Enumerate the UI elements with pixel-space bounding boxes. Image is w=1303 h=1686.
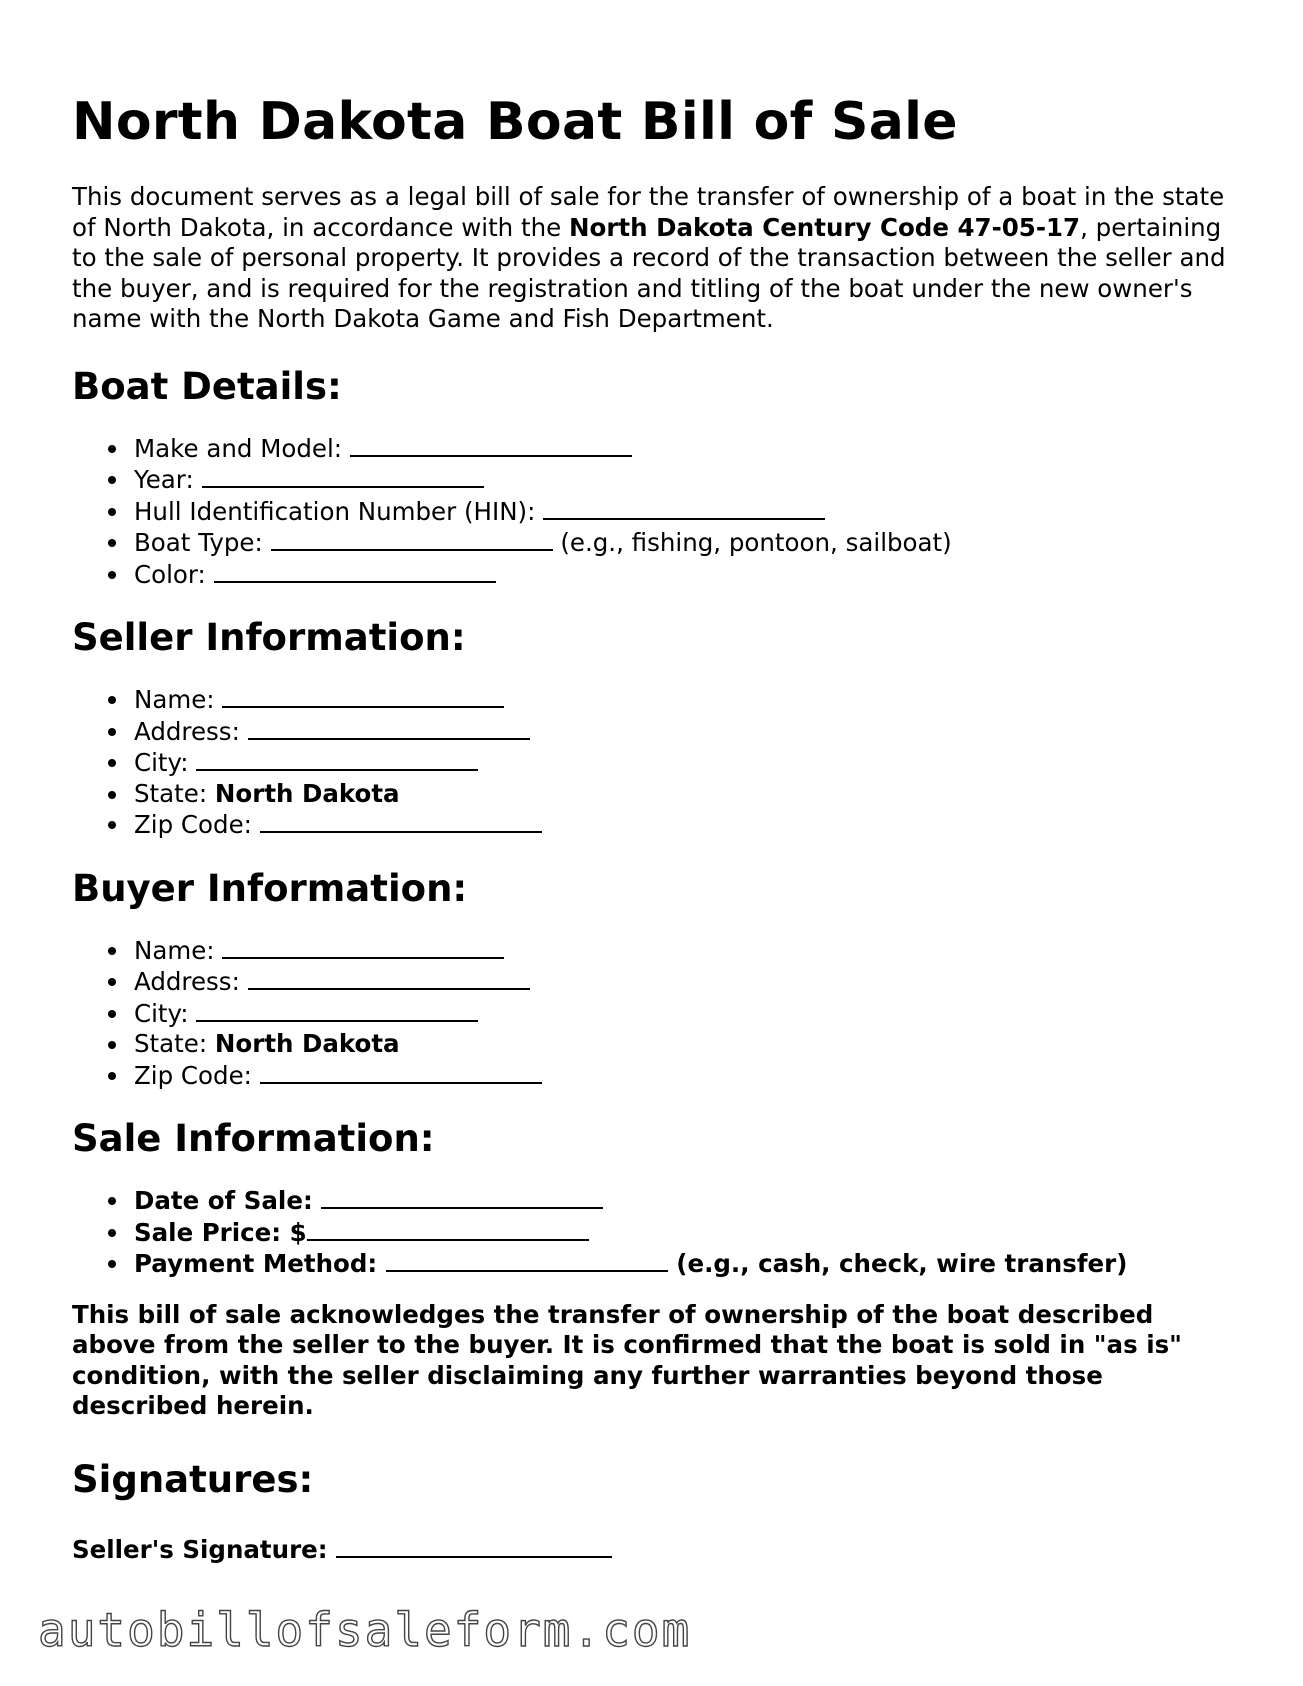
hin-field[interactable] [543, 496, 825, 520]
seller-name-field[interactable] [222, 684, 504, 708]
page-title: North Dakota Boat Bill of Sale [72, 92, 958, 152]
buyer-address-label: Address: [134, 967, 240, 996]
seller-state-value: North Dakota [214, 778, 400, 808]
sale-price-label: Sale Price: $ [134, 1217, 307, 1247]
buyer-section [72, 867, 1242, 1092]
year-field[interactable] [202, 464, 484, 488]
seller-signature-field[interactable] [336, 1534, 612, 1558]
list-item [134, 1217, 1242, 1249]
buyer-address-field[interactable] [248, 966, 530, 990]
buyer-heading: Buyer Information: [72, 866, 468, 910]
boat-type-label: Boat Type: [134, 528, 263, 557]
sale-date-field[interactable] [321, 1185, 603, 1209]
seller-name-label: Name: [134, 685, 215, 714]
list-item [134, 527, 1242, 559]
buyer-city-field[interactable] [196, 998, 478, 1022]
seller-signature-label: Seller's Signature: [72, 1534, 328, 1564]
boat-details-list [72, 433, 1242, 591]
color-field[interactable] [214, 559, 496, 583]
seller-zip-field[interactable] [260, 809, 542, 833]
list-item [134, 433, 1242, 465]
payment-method-field[interactable] [386, 1248, 668, 1272]
list-item [134, 1029, 1242, 1060]
list-item [134, 998, 1242, 1030]
boat-details-heading: Boat Details: [72, 364, 342, 408]
intro-text-2: , pertaining to the sale of personal property. It provides a record of the transaction between the seller and the buyer, and is required for the registration and titling of the boat under the new owner's name with the North Dakota Game and Fish Department. [72, 212, 1226, 333]
list-item [134, 1060, 1242, 1092]
seller-list [72, 684, 1242, 841]
sale-section [72, 1117, 1242, 1280]
make-model-field[interactable] [350, 433, 632, 457]
buyer-state-value: North Dakota [214, 1029, 400, 1058]
buyer-city-label: City: [134, 998, 189, 1028]
boat-type-field[interactable] [271, 527, 553, 551]
acknowledgement-paragraph: This bill of sale acknowledges the transfer of ownership of the boat described above from the seller to the buyer. It is confirmed that the boat is sold in "as is" condition, with the seller disclaiming any further warranties beyond those described herein. [72, 1299, 1182, 1420]
sale-price-field[interactable] [307, 1217, 589, 1241]
boat-type-hint: (e.g., fishing, pontoon, sailboat) [560, 528, 952, 557]
document-page [72, 0, 1242, 1565]
sale-heading: Sale Information: [72, 1117, 435, 1160]
intro-text-1: This document serves as a legal bill of sale for the transfer of ownership of a boat in the state of North Dakota, in accordance with the [72, 182, 1225, 242]
buyer-name-field[interactable] [222, 935, 504, 959]
seller-state-label: State: [134, 778, 208, 808]
list-item [134, 966, 1242, 998]
buyer-state-label: State: [134, 1029, 208, 1058]
seller-heading: Seller Information: [72, 616, 466, 659]
site-watermark: autobillofsaleform.com [38, 1603, 692, 1657]
list-item [134, 747, 1242, 779]
list-item [134, 464, 1242, 496]
list-item [134, 935, 1242, 967]
list-item [134, 559, 1242, 591]
buyer-name-label: Name: [134, 935, 215, 965]
sale-date-label: Date of Sale: [134, 1186, 313, 1215]
seller-address-field[interactable] [248, 716, 530, 740]
seller-signature-row [72, 1534, 1242, 1566]
hin-label: Hull Identification Number (HIN): [134, 496, 536, 526]
list-item [134, 1185, 1242, 1217]
seller-city-label: City: [134, 748, 189, 777]
buyer-zip-label: Zip Code: [134, 1060, 252, 1090]
list-item [134, 496, 1242, 528]
make-model-label: Make and Model: [134, 433, 343, 463]
list-item [134, 1248, 1242, 1280]
color-label: Color: [134, 559, 206, 589]
payment-method-label: Payment Method: [134, 1249, 378, 1278]
seller-address-label: Address: [134, 716, 240, 746]
intro-paragraph [72, 182, 1242, 335]
list-item [134, 809, 1242, 841]
list-item [134, 716, 1242, 748]
payment-method-hint: (e.g., cash, check, wire transfer) [676, 1249, 1128, 1278]
signatures-heading: Signatures: [72, 1457, 314, 1501]
sale-list [72, 1185, 1242, 1280]
list-item [134, 779, 1242, 810]
year-label: Year: [134, 465, 194, 494]
statute-reference: North Dakota Century Code 47-05-17 [569, 212, 1081, 242]
boat-details-section [72, 365, 1242, 591]
seller-section [72, 616, 1242, 841]
seller-city-field[interactable] [196, 747, 478, 771]
list-item [134, 684, 1242, 716]
seller-zip-label: Zip Code: [134, 810, 252, 839]
buyer-zip-field[interactable] [260, 1060, 542, 1084]
buyer-list [72, 935, 1242, 1092]
signatures-section [72, 1458, 1242, 1566]
